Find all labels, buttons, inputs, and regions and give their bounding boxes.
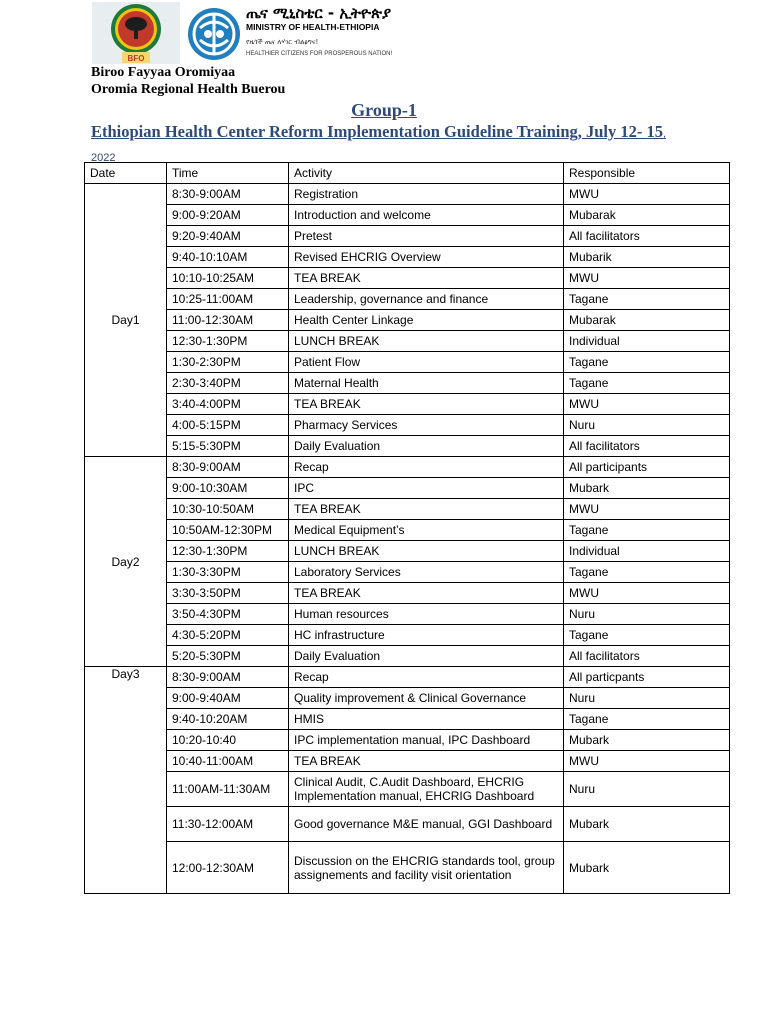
table-row <box>85 499 730 520</box>
table-row <box>85 772 730 807</box>
time-cell: 1:30-2:30PM <box>167 352 289 373</box>
activity-cell: TEA BREAK <box>289 499 564 520</box>
activity-cell: Leadership, governance and finance <box>289 289 564 310</box>
responsible-cell: Nuru <box>564 415 730 436</box>
table-row <box>85 331 730 352</box>
table-row <box>85 520 730 541</box>
table-row <box>85 289 730 310</box>
activity-cell: HC infrastructure <box>289 625 564 646</box>
activity-cell: Recap <box>289 667 564 688</box>
activity-cell: HMIS <box>289 709 564 730</box>
time-cell: 9:00-9:20AM <box>167 205 289 226</box>
time-cell: 9:00-10:30AM <box>167 478 289 499</box>
responsible-cell: Nuru <box>564 772 730 807</box>
responsible-cell: All facilitators <box>564 226 730 247</box>
day-label: Day2 <box>85 457 167 667</box>
responsible-cell: All facilitators <box>564 646 730 667</box>
header-responsible: Responsible <box>564 163 730 184</box>
table-row <box>85 457 730 478</box>
time-cell: 11:30-12:00AM <box>167 807 289 842</box>
responsible-cell: Mubark <box>564 842 730 894</box>
responsible-cell: Mubark <box>564 478 730 499</box>
activity-cell: TEA BREAK <box>289 394 564 415</box>
activity-cell: Recap <box>289 457 564 478</box>
time-cell: 10:25-11:00AM <box>167 289 289 310</box>
time-cell: 8:30-9:00AM <box>167 457 289 478</box>
responsible-cell: Tagane <box>564 520 730 541</box>
responsible-cell: Mubarak <box>564 310 730 331</box>
time-cell: 10:30-10:50AM <box>167 499 289 520</box>
moh-wordmark <box>246 4 421 59</box>
responsible-cell: Mubark <box>564 807 730 842</box>
responsible-cell: Tagane <box>564 289 730 310</box>
table-row <box>85 842 730 894</box>
header-logos <box>88 2 418 64</box>
activity-cell: LUNCH BREAK <box>289 541 564 562</box>
activity-cell: Registration <box>289 184 564 205</box>
bfo-logo-text: BFO <box>127 54 145 63</box>
responsible-cell: MWU <box>564 751 730 772</box>
table-row <box>85 478 730 499</box>
time-cell: 11:00AM-11:30AM <box>167 772 289 807</box>
activity-cell: Pretest <box>289 226 564 247</box>
responsible-cell: Mubarik <box>564 247 730 268</box>
day-label: Day1 <box>85 184 167 457</box>
table-row <box>85 625 730 646</box>
time-cell: 12:00-12:30AM <box>167 842 289 894</box>
responsible-cell: Individual <box>564 541 730 562</box>
training-year: , 2022 <box>91 128 667 164</box>
day-label: Day3 <box>85 667 167 894</box>
activity-cell: TEA BREAK <box>289 751 564 772</box>
responsible-cell: MWU <box>564 394 730 415</box>
activity-cell: Patient Flow <box>289 352 564 373</box>
activity-cell: Human resources <box>289 604 564 625</box>
activity-cell: Discussion on the EHCRIG standards tool, group assignements and facility visit orientation <box>289 842 564 894</box>
bfo-logo <box>92 2 180 64</box>
activity-cell: IPC <box>289 478 564 499</box>
table-row <box>85 415 730 436</box>
table-row <box>85 310 730 331</box>
table-row <box>85 373 730 394</box>
responsible-cell: MWU <box>564 583 730 604</box>
time-cell: 8:30-9:00AM <box>167 184 289 205</box>
time-cell: 2:30-3:40PM <box>167 373 289 394</box>
activity-cell: Quality improvement & Clinical Governance <box>289 688 564 709</box>
time-cell: 10:40-11:00AM <box>167 751 289 772</box>
time-cell: 12:30-1:30PM <box>167 331 289 352</box>
table-row <box>85 184 730 205</box>
time-cell: 8:30-9:00AM <box>167 667 289 688</box>
time-cell: 9:20-9:40AM <box>167 226 289 247</box>
time-cell: 10:50AM-12:30PM <box>167 520 289 541</box>
activity-cell: Daily Evaluation <box>289 646 564 667</box>
responsible-cell: All facilitators <box>564 436 730 457</box>
moh-name-english: MINISTRY OF HEALTH-ETHIOPIA <box>246 22 380 32</box>
moh-tagline-english: HEALTHIER CITIZENS FOR PROSPEROUS NATION! <box>246 51 393 57</box>
responsible-cell: All participants <box>564 457 730 478</box>
organization-name <box>91 64 285 98</box>
table-row <box>85 247 730 268</box>
time-cell: 9:00-9:40AM <box>167 688 289 709</box>
responsible-cell: All particpants <box>564 667 730 688</box>
responsible-cell: Tagane <box>564 562 730 583</box>
table-row <box>85 436 730 457</box>
responsible-cell: Nuru <box>564 688 730 709</box>
table-row <box>85 352 730 373</box>
table-row <box>85 667 730 688</box>
org-line-oromo: Biroo Fayyaa Oromiyaa <box>91 65 236 80</box>
time-cell: 11:00-12:30AM <box>167 310 289 331</box>
training-title-text: Ethiopian Health Center Reform Implementation Guideline Training, July 12- 15 <box>91 122 664 141</box>
activity-cell: LUNCH BREAK <box>289 331 564 352</box>
table-row <box>85 646 730 667</box>
activity-cell: IPC implementation manual, IPC Dashboard <box>289 730 564 751</box>
responsible-cell: Tagane <box>564 373 730 394</box>
activity-cell: Clinical Audit, C.Audit Dashboard, EHCRIG Implementation manual, EHCRIG Dashboard <box>289 772 564 807</box>
table-row <box>85 268 730 289</box>
time-cell: 4:30-5:20PM <box>167 625 289 646</box>
responsible-cell: Tagane <box>564 625 730 646</box>
time-cell: 12:30-1:30PM <box>167 541 289 562</box>
responsible-cell: MWU <box>564 268 730 289</box>
table-row <box>85 562 730 583</box>
responsible-cell: Individual <box>564 331 730 352</box>
table-row <box>85 541 730 562</box>
header-activity: Activity <box>289 163 564 184</box>
activity-cell: Revised EHCRIG Overview <box>289 247 564 268</box>
header-date: Date <box>85 163 167 184</box>
time-cell: 10:20-10:40 <box>167 730 289 751</box>
time-cell: 4:00-5:15PM <box>167 415 289 436</box>
responsible-cell: Nuru <box>564 604 730 625</box>
group-title: Group-1 <box>351 100 417 120</box>
table-row <box>85 226 730 247</box>
time-cell: 9:40-10:10AM <box>167 247 289 268</box>
responsible-cell: Tagane <box>564 709 730 730</box>
activity-cell: Maternal Health <box>289 373 564 394</box>
activity-cell: Medical Equipment’s <box>289 520 564 541</box>
responsible-cell: Mubark <box>564 730 730 751</box>
time-cell: 10:10-10:25AM <box>167 268 289 289</box>
activity-cell: Pharmacy Services <box>289 415 564 436</box>
org-line-english: Oromia Regional Health Buerou <box>91 82 286 97</box>
table-row <box>85 604 730 625</box>
time-cell: 1:30-3:30PM <box>167 562 289 583</box>
moh-name-amharic: ጤና ሚኒስቴር - ኢትዮጵያ <box>246 4 392 22</box>
time-cell: 5:20-5:30PM <box>167 646 289 667</box>
activity-cell: TEA BREAK <box>289 583 564 604</box>
header-time: Time <box>167 163 289 184</box>
table-row <box>85 394 730 415</box>
table-row <box>85 583 730 604</box>
time-cell: 9:40-10:20AM <box>167 709 289 730</box>
schedule-table <box>84 162 730 894</box>
moh-globe-logo <box>186 6 242 62</box>
responsible-cell: MWU <box>564 499 730 520</box>
table-row <box>85 709 730 730</box>
table-row <box>85 751 730 772</box>
table-row <box>85 730 730 751</box>
schedule-body <box>85 184 730 894</box>
time-cell: 3:40-4:00PM <box>167 394 289 415</box>
time-cell: 3:30-3:50PM <box>167 583 289 604</box>
table-header-row <box>85 163 730 184</box>
activity-cell: Health Center Linkage <box>289 310 564 331</box>
moh-tagline-amharic: የዜጎች ጤና ለሃገር ብልፅግና! <box>246 38 319 46</box>
table-row <box>85 205 730 226</box>
time-cell: 3:50-4:30PM <box>167 604 289 625</box>
table-row <box>85 688 730 709</box>
responsible-cell: MWU <box>564 184 730 205</box>
activity-cell: Laboratory Services <box>289 562 564 583</box>
activity-cell: Introduction and welcome <box>289 205 564 226</box>
activity-cell: Good governance M&E manual, GGI Dashboard <box>289 807 564 842</box>
activity-cell: TEA BREAK <box>289 268 564 289</box>
table-row <box>85 807 730 842</box>
activity-cell: Daily Evaluation <box>289 436 564 457</box>
responsible-cell: Mubarak <box>564 205 730 226</box>
time-cell: 5:15-5:30PM <box>167 436 289 457</box>
responsible-cell: Tagane <box>564 352 730 373</box>
